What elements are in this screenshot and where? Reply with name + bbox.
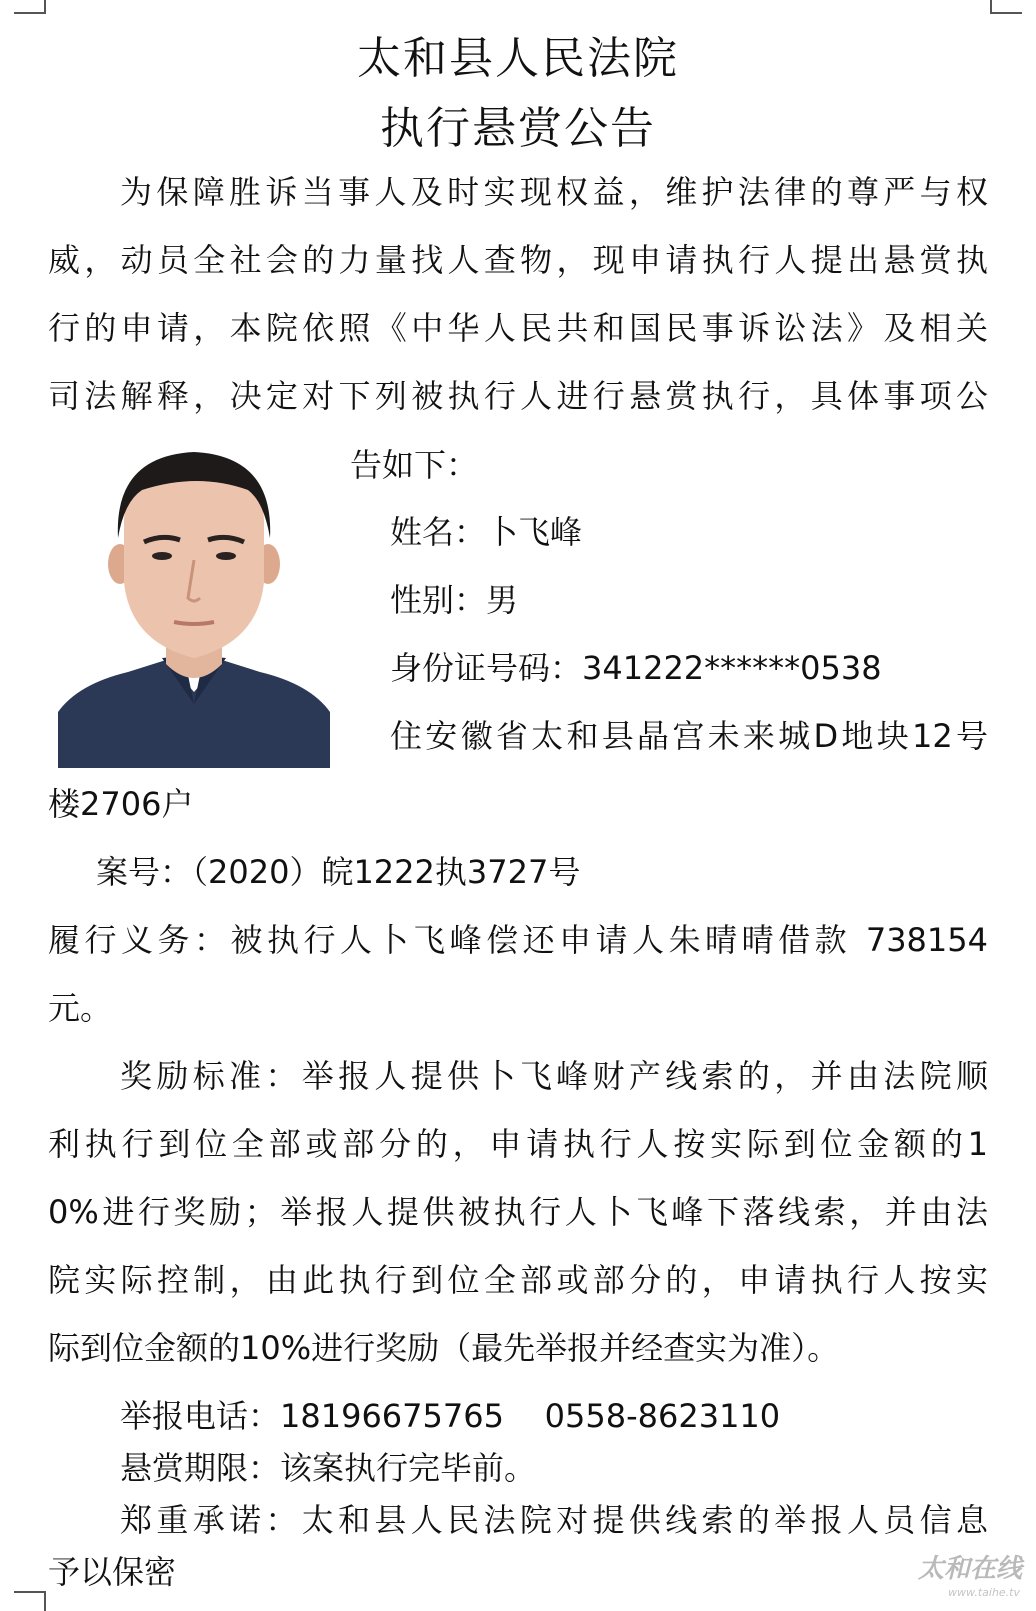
crop-mark-top-left xyxy=(14,0,46,14)
reward-line-2: 利执行到位全部或部分的，申请执行人按实际到位金额的1 xyxy=(48,1125,988,1163)
person-name: 姓名：卜飞峰 xyxy=(390,513,583,551)
reward-line-3: 0%进行奖励；举报人提供被执行人卜飞峰下落线索，并由法 xyxy=(48,1193,988,1231)
intro-line-4: 司法解释，决定对下列被执行人进行悬赏执行，具体事项公 xyxy=(48,377,988,415)
promise-line-1: 郑重承诺：太和县人民法院对提供线索的举报人员信息 xyxy=(120,1501,988,1539)
case-number: 案号：（2020）皖1222执3727号 xyxy=(96,853,581,891)
person-address-line-2: 楼2706户 xyxy=(48,785,194,823)
person-address-line-1: 住安徽省太和县晶宫未来城D地块12号 xyxy=(390,717,988,755)
obligation-line-1: 履行义务：被执行人卜飞峰偿还申请人朱晴晴借款 738154 xyxy=(48,921,988,959)
portrait-illustration xyxy=(58,442,330,768)
person-gender: 性别：男 xyxy=(390,581,519,619)
crop-mark-top-right xyxy=(990,0,1022,14)
report-phone: 举报电话：18196675765 0558-8623110 xyxy=(120,1397,781,1435)
reward-line-4: 院实际控制，由此执行到位全部或部分的，申请执行人按实 xyxy=(48,1261,988,1299)
crop-mark-bottom-left xyxy=(14,1591,46,1611)
defendant-photo xyxy=(58,442,330,768)
person-id-number: 身份证号码：341222******0538 xyxy=(390,649,882,687)
court-name: 太和县人民法院 xyxy=(357,33,679,84)
intro-line-3: 行的申请，本院依照《中华人民共和国民事诉讼法》及相关 xyxy=(48,309,988,347)
notice-title: 执行悬赏公告 xyxy=(380,103,656,154)
obligation-line-2: 元。 xyxy=(48,989,113,1027)
watermark-logo: 太和在线 xyxy=(917,1554,1022,1584)
intro-line-1: 为保障胜诉当事人及时实现权益，维护法律的尊严与权 xyxy=(120,173,988,211)
intro-line-2: 威，动员全社会的力量找人查物，现申请执行人提出悬赏执 xyxy=(48,241,988,279)
reward-line-5: 际到位金额的10%进行奖励（最先举报并经查实为准）。 xyxy=(48,1329,840,1367)
promise-line-2: 予以保密 xyxy=(48,1553,177,1591)
reward-period: 悬赏期限：该案执行完毕前。 xyxy=(120,1449,537,1487)
intro-line-5: 告如下： xyxy=(350,446,479,484)
reward-line-1: 奖励标准：举报人提供卜飞峰财产线索的，并由法院顺 xyxy=(120,1057,988,1095)
watermark-url: www.taihe.tv xyxy=(948,1586,1020,1599)
